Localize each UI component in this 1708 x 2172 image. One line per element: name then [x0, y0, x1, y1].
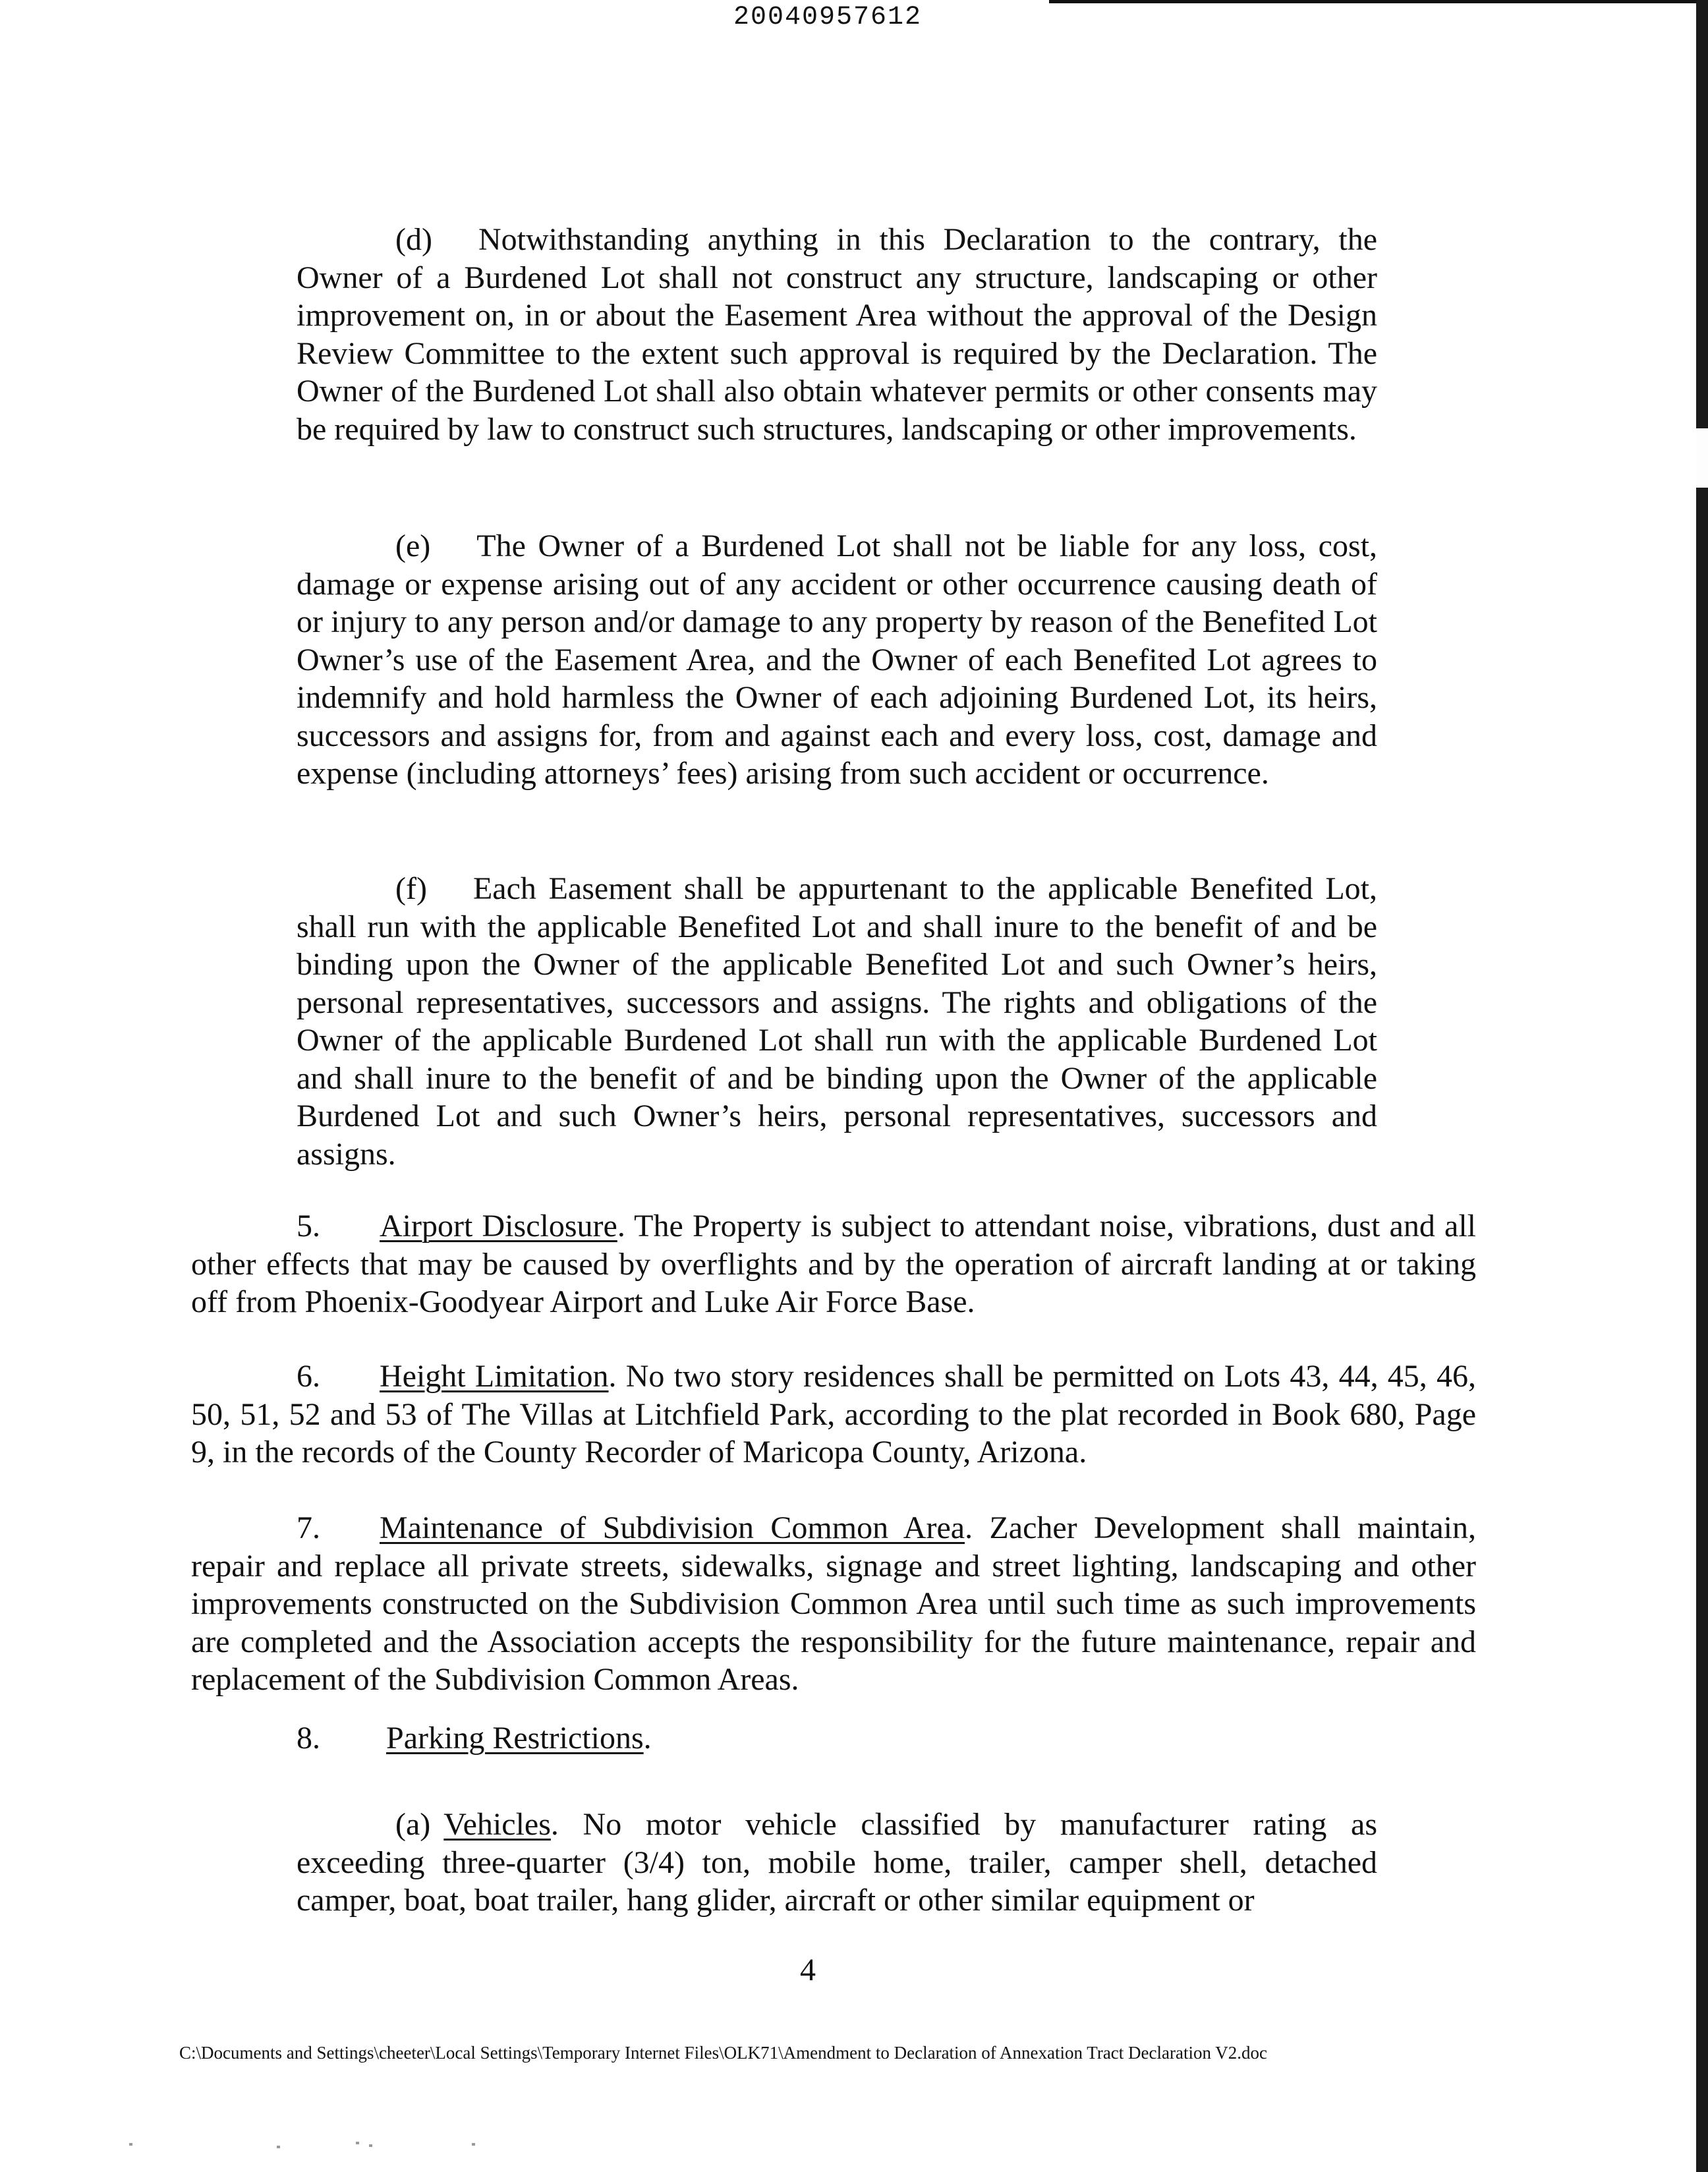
section-6-number: 6.: [297, 1359, 320, 1394]
page-number: 4: [800, 1953, 816, 1987]
section-5-number: 5.: [297, 1209, 320, 1243]
scan-speck: [369, 2144, 372, 2147]
footer-file-path: C:\Documents and Settings\cheeter\Local Settings\Temporary Internet Files\OLK71\Amendment to Declaration of Annexation Tract Declaration V2.doc: [179, 2043, 1267, 2063]
section-7-text: . Zacher Development shall maintain, repair and replace all private streets, sidewalks, signage and street lighting, landscaping and other improvements constructed on the Subdivision Common Area until such time as such improvements are completed and the Association accepts the responsibility for the future maintenance, repair and replacement of the Subdivision Common Areas.: [191, 1510, 1476, 1697]
section-8-number: 8.: [297, 1721, 320, 1756]
paragraph-8a-title: Vehicles: [443, 1807, 551, 1842]
paragraph-d-marker: (d): [395, 222, 432, 257]
section-5-airport-disclosure: [191, 1207, 1476, 1321]
section-8-trailing: .: [643, 1721, 652, 1756]
section-6-text: . No two story residences shall be permitted on Lots 43, 44, 45, 46, 50, 51, 52 and 53 of The Villas at Litchfield Park, according to the plat recorded in Book 680, Page 9, in the records of the County Recorder of Maricopa County, Arizona.: [191, 1359, 1477, 1470]
section-8-heading: [297, 1720, 652, 1756]
section-6-height-limitation: [191, 1358, 1476, 1472]
paragraph-d-text: Notwithstanding anything in this Declaration to the contrary, the Owner of a Burdened Lot shall not construct any structure, landscaping or other improvement on, in or about the Easement Area without the approval of the Design Review Committee to the extent such approval is required by the Declaration. The Owner of the Burdened Lot shall also obtain whatever permits or other consents may be required by law to construct such structures, landscaping or other improvements.: [297, 222, 1377, 447]
paragraph-e-text: The Owner of a Burdened Lot shall not be liable for any loss, cost, damage or expense arising out of any accident or other occurrence causing death of or injury to any person and/or damage to any property by reason of the Benefited Lot Owner’s use of the Easement Area, and the Owner of each Benefited Lot agrees to indemnify and hold harmless the Owner of each adjoining Burdened Lot, its heirs, successors and assigns for, from and against each and every loss, cost, damage and expense (including attorneys’ fees) arising from such accident or occurrence.: [297, 529, 1377, 791]
recording-number: 20040957612: [733, 3, 923, 32]
scan-edge-bar: [1696, 0, 1708, 2172]
scan-speck: [277, 2146, 280, 2148]
paragraph-d: [297, 221, 1377, 448]
scan-speck: [129, 2143, 132, 2146]
section-5-title: Airport Disclosure: [380, 1209, 617, 1243]
scan-speck: [472, 2143, 475, 2146]
paragraph-f-text: Each Easement shall be appurtenant to the applicable Benefited Lot, shall run with the applicable Benefited Lot and shall inure to the benefit of and be binding upon the Owner of the applicable Benefited Lot and such Owner’s heirs, personal representatives, successors and assigns. The rights and obligations of the Owner of the applicable Burdened Lot shall run with the applicable Burdened Lot and shall inure to the benefit of and be binding upon the Owner of the applicable Burdened Lot and such Owner’s heirs, personal representatives, successors and assigns.: [297, 871, 1377, 1172]
section-7-title: Maintenance of Subdivision Common Area: [380, 1510, 965, 1545]
section-7-maintenance: [191, 1509, 1476, 1699]
scan-edge-gap: [1696, 428, 1708, 488]
section-5-text: . The Property is subject to attendant noise, vibrations, dust and all other effects that may be caused by overflights and by the operation of aircraft landing at or taking off from Phoenix-Goodyear Airport and Luke Air Force Base.: [191, 1209, 1477, 1319]
paragraph-8a-text: . No motor vehicle classified by manufacturer rating as exceeding three-quarter (3/4) ton, mobile home, trailer, camper shell, detached camper, boat, boat trailer, hang glider, aircraft or other similar equipment or: [297, 1807, 1377, 1918]
section-7-number: 7.: [297, 1510, 320, 1545]
section-8-title: Parking Restrictions: [386, 1721, 644, 1756]
section-6-title: Height Limitation: [380, 1359, 609, 1394]
paragraph-8a-vehicles: [297, 1806, 1377, 1920]
paragraph-f: [297, 870, 1377, 1173]
paragraph-e-marker: (e): [395, 529, 431, 563]
paragraph-e: [297, 527, 1377, 793]
scan-speck: [356, 2142, 359, 2144]
paragraph-f-marker: (f): [395, 871, 427, 906]
paragraph-8a-marker: (a): [395, 1807, 431, 1842]
